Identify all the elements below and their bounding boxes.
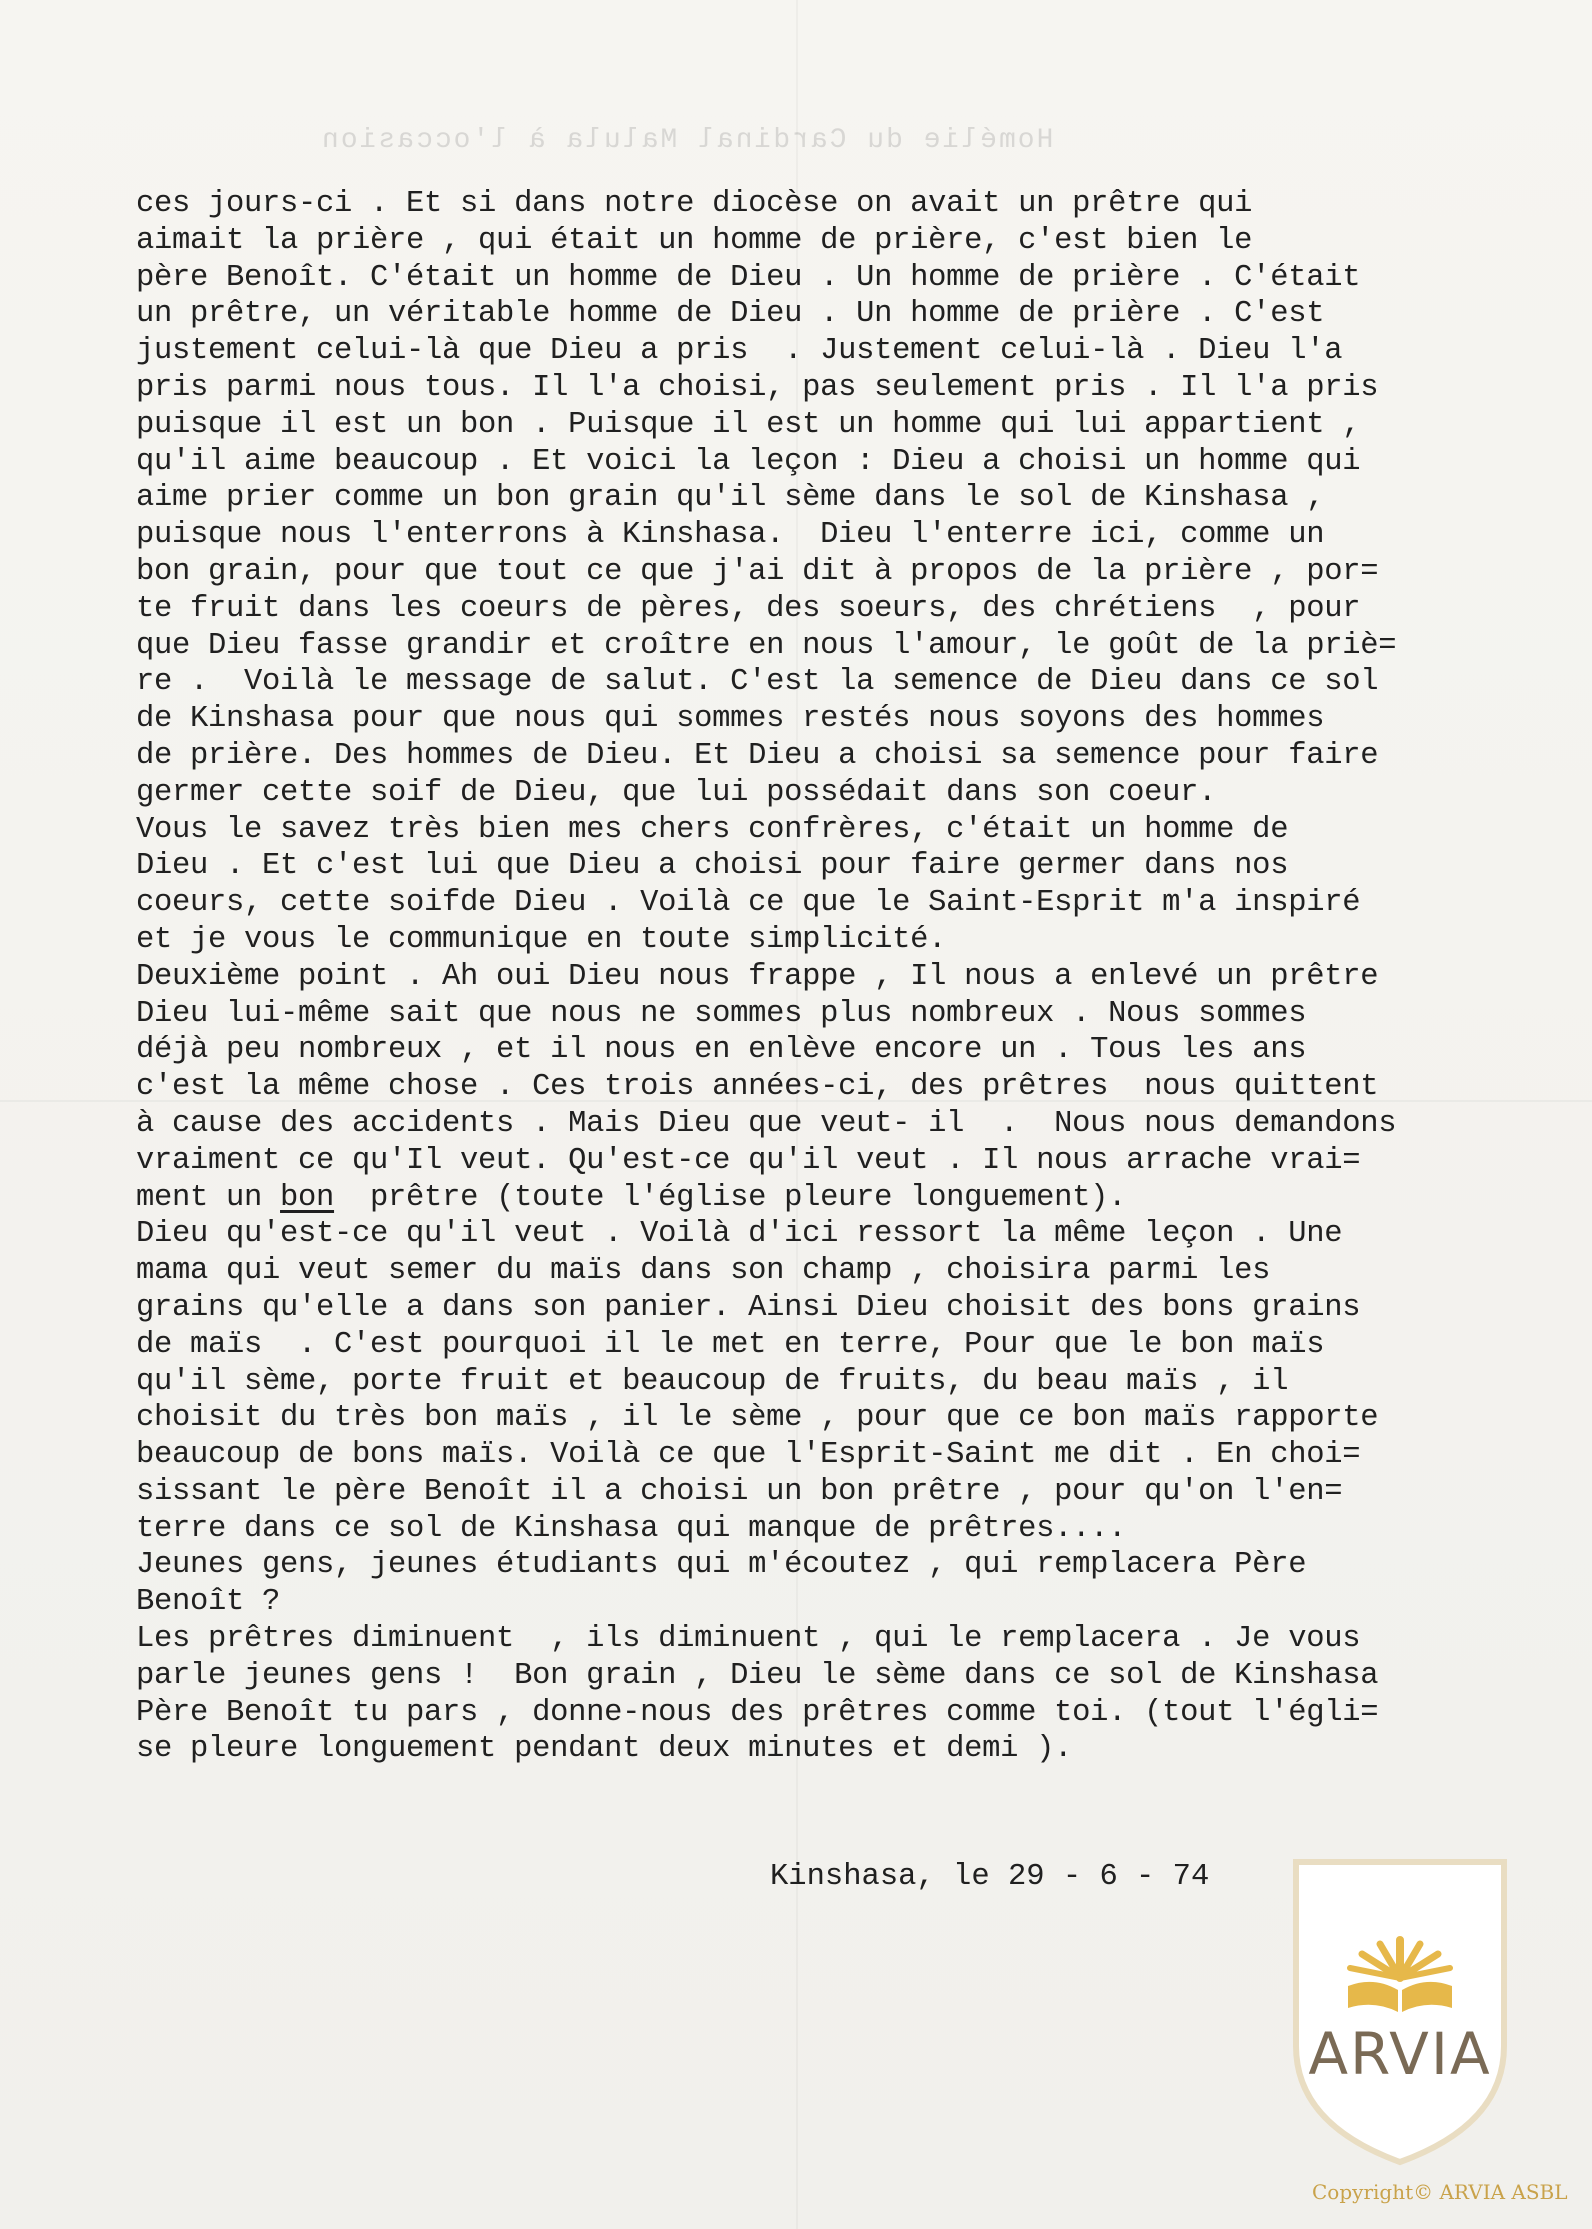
letter-line: Benoît ?	[136, 1585, 281, 1620]
letter-line: te fruit dans les coeurs de pères, des soeurs, des chrétiens , pour	[136, 591, 1361, 626]
bleed-through-heading: Homélie du Cardinal Malula à l'occasion	[320, 125, 1054, 156]
arvia-logo-text: ARVIA	[1308, 2020, 1492, 2088]
letter-line: de prière. Des hommes de Dieu. Et Dieu a choisi sa semence pour faire	[136, 738, 1379, 773]
letter-line: ment un bon prêtre (toute l'église pleure longuement).	[136, 1180, 1127, 1215]
letter-line: bon grain, pour que tout ce que j'ai dit à propos de la prière , por=	[136, 554, 1379, 589]
letter-line: choisit du très bon maïs , il le sème , pour que ce bon maïs rapporte	[136, 1401, 1379, 1436]
letter-line: que Dieu fasse grandir et croître en nous l'amour, le goût de la priè=	[136, 628, 1397, 663]
letter-line: justement celui-là que Dieu a pris . Justement celui-là . Dieu l'a	[136, 334, 1343, 369]
letter-line: re . Voilà le message de salut. C'est la semence de Dieu dans ce sol	[136, 665, 1379, 700]
letter-line: aime prier comme un bon grain qu'il sème dans le sol de Kinshasa ,	[136, 481, 1325, 516]
letter-line: qu'il aime beaucoup . Et voici la leçon : Dieu a choisi un homme qui	[136, 444, 1361, 479]
letter-line: à cause des accidents . Mais Dieu que veut- il . Nous nous demandons	[136, 1106, 1397, 1141]
letter-body	[136, 186, 1536, 1768]
letter-line: aimait la prière , qui était un homme de prière, c'est bien le	[136, 223, 1253, 258]
letter-line: coeurs, cette soifde Dieu . Voilà ce que le Saint-Esprit m'a inspiré	[136, 886, 1361, 921]
letter-line: de Kinshasa pour que nous qui sommes restés nous soyons des hommes	[136, 702, 1325, 737]
letter-line: c'est la même chose . Ces trois années-ci, des prêtres nous quittent	[136, 1070, 1379, 1105]
letter-line: Dieu lui-même sait que nous ne sommes plus nombreux . Nous sommes	[136, 996, 1307, 1031]
letter-line: puisque il est un bon . Puisque il est un homme qui lui appartient ,	[136, 407, 1361, 442]
letter-line: se pleure longuement pendant deux minutes et demi ).	[136, 1732, 1073, 1767]
letter-line: et je vous le communique en toute simplicité.	[136, 922, 947, 957]
letter-line: ces jours-ci . Et si dans notre diocèse on avait un prêtre qui	[136, 187, 1253, 221]
arvia-logo	[1288, 1856, 1512, 2168]
letter-line: sissant le père Benoît il a choisi un bon prêtre , pour qu'on l'en=	[136, 1474, 1343, 1509]
letter-line: puisque nous l'enterrons à Kinshasa. Dieu l'enterre ici, comme un	[136, 518, 1325, 553]
letter-line: Père Benoît tu pars , donne-nous des prêtres comme toi. (tout l'égli=	[136, 1695, 1379, 1730]
letter-line: Deuxième point . Ah oui Dieu nous frappe , Il nous a enlevé un prêtre	[136, 959, 1379, 994]
arvia-shield-shape	[1296, 1862, 1504, 2162]
letter-line: mama qui veut semer du maïs dans son champ , choisira parmi les	[136, 1254, 1271, 1289]
letter-line: père Benoît. C'était un homme de Dieu . Un homme de prière . C'était	[136, 260, 1361, 295]
letter-line: déjà peu nombreux , et il nous en enlève encore un . Tous les ans	[136, 1033, 1307, 1068]
letter-line: terre dans ce sol de Kinshasa qui manque de prêtres....	[136, 1511, 1127, 1546]
letter-date-line: Kinshasa, le 29 - 6 - 74	[770, 1860, 1210, 1894]
letter-line: un prêtre, un véritable homme de Dieu . Un homme de prière . C'est	[136, 297, 1325, 332]
letter-line: Les prêtres diminuent , ils diminuent , qui le remplacera . Je vous	[136, 1622, 1361, 1657]
letter-line: de maïs . C'est pourquoi il le met en terre, Pour que le bon maïs	[136, 1327, 1325, 1362]
letter-line: Dieu . Et c'est lui que Dieu a choisi pour faire germer dans nos	[136, 849, 1289, 884]
letter-line: vraiment ce qu'Il veut. Qu'est-ce qu'il veut . Il nous arrache vrai=	[136, 1143, 1361, 1178]
letter-line: pris parmi nous tous. Il l'a choisi, pas seulement pris . Il l'a pris	[136, 370, 1379, 405]
letter-line: beaucoup de bons maïs. Voilà ce que l'Esprit-Saint me dit . En choi=	[136, 1438, 1361, 1473]
letter-line: qu'il sème, porte fruit et beaucoup de fruits, du beau maïs , il	[136, 1364, 1289, 1399]
letter-line: Dieu qu'est-ce qu'il veut . Voilà d'ici ressort la même leçon . Une	[136, 1217, 1343, 1252]
letter-line: Vous le savez très bien mes chers confrères, c'était un homme de	[136, 812, 1289, 847]
letter-line: germer cette soif de Dieu, que lui possédait dans son coeur.	[136, 775, 1217, 810]
letter-line: Jeunes gens, jeunes étudiants qui m'écoutez , qui remplacera Père	[136, 1548, 1307, 1583]
letter-line: parle jeunes gens ! Bon grain , Dieu le sème dans ce sol de Kinshasa	[136, 1658, 1379, 1693]
copyright-notice: Copyright© ARVIA ASBL	[1312, 2180, 1568, 2204]
letter-line: grains qu'elle a dans son panier. Ainsi Dieu choisit des bons grains	[136, 1290, 1361, 1325]
underlined-word: bon	[280, 1180, 335, 1215]
